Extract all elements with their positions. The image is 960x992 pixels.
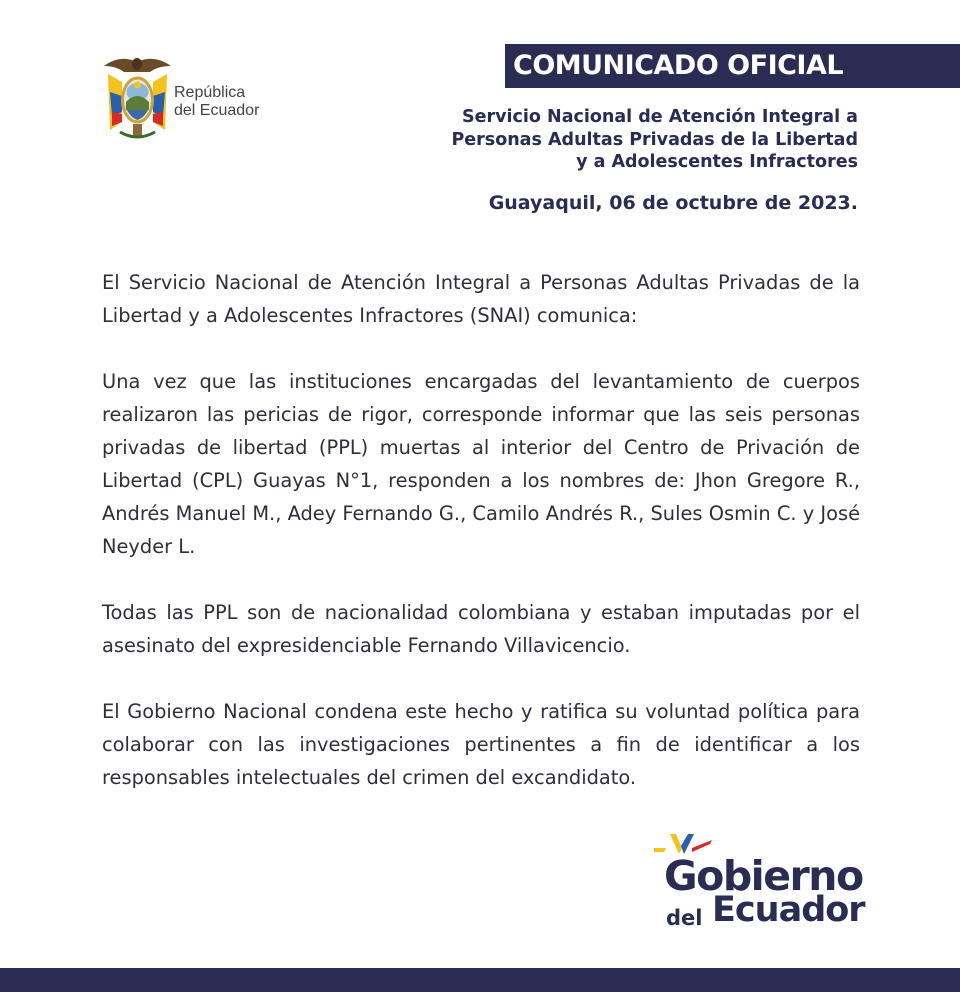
del-word: del xyxy=(666,906,703,930)
republica-del-ecuador-label xyxy=(174,84,259,120)
footer-bar xyxy=(0,968,960,992)
institution-line: Personas Adultas Privadas de la Libertad xyxy=(451,129,858,150)
republica-line2: del Ecuador xyxy=(174,102,260,119)
ecuador-word: Ecuador xyxy=(712,890,865,930)
dateline: Guayaquil, 06 de octubre de 2023. xyxy=(488,192,858,214)
comunicado-oficial-badge: COMUNICADO OFICIAL xyxy=(505,44,960,88)
statement-body xyxy=(102,266,860,827)
paragraph: El Servicio Nacional de Atención Integral a Personas Adultas Privadas de la Libertad y a Adolescentes Infractores (SNAI) comunica: xyxy=(102,271,860,327)
gobierno-del-ecuador-logo xyxy=(650,832,865,932)
institution-line: Servicio Nacional de Atención Integral a xyxy=(462,107,858,127)
gobierno-word: Gobierno xyxy=(664,852,863,900)
institution-line: y a Adolescentes Infractores xyxy=(576,152,858,172)
republica-line1: República xyxy=(174,84,246,101)
institution-name xyxy=(451,106,858,174)
paragraph: El Gobierno Nacional condena este hecho y ratifica su voluntad política para colaborar con las investigaciones pertinentes a fin de identificar a los responsables intelectuales del crimen del excandidato. xyxy=(102,700,860,789)
paragraph: Una vez que las instituciones encargadas del levantamiento de cuerpos realizaron las pericias de rigor, corresponde informar que las seis personas privadas de libertad (PPL) muertas al interior del Centro de Privación de Libertad (CPL) Guayas N°1, responden a los nombres de: Jhon Gregore R., Andrés Manuel M., Adey Fernando G., Camilo Andrés R., Sules Osmin C. y José Neyder L. xyxy=(102,370,860,558)
paragraph: Todas las PPL son de nacionalidad colombiana y estaban imputadas por el asesinato del expresidenciable Fernando Villavicencio. xyxy=(102,601,860,657)
ecuador-coat-of-arms-icon xyxy=(100,52,175,140)
